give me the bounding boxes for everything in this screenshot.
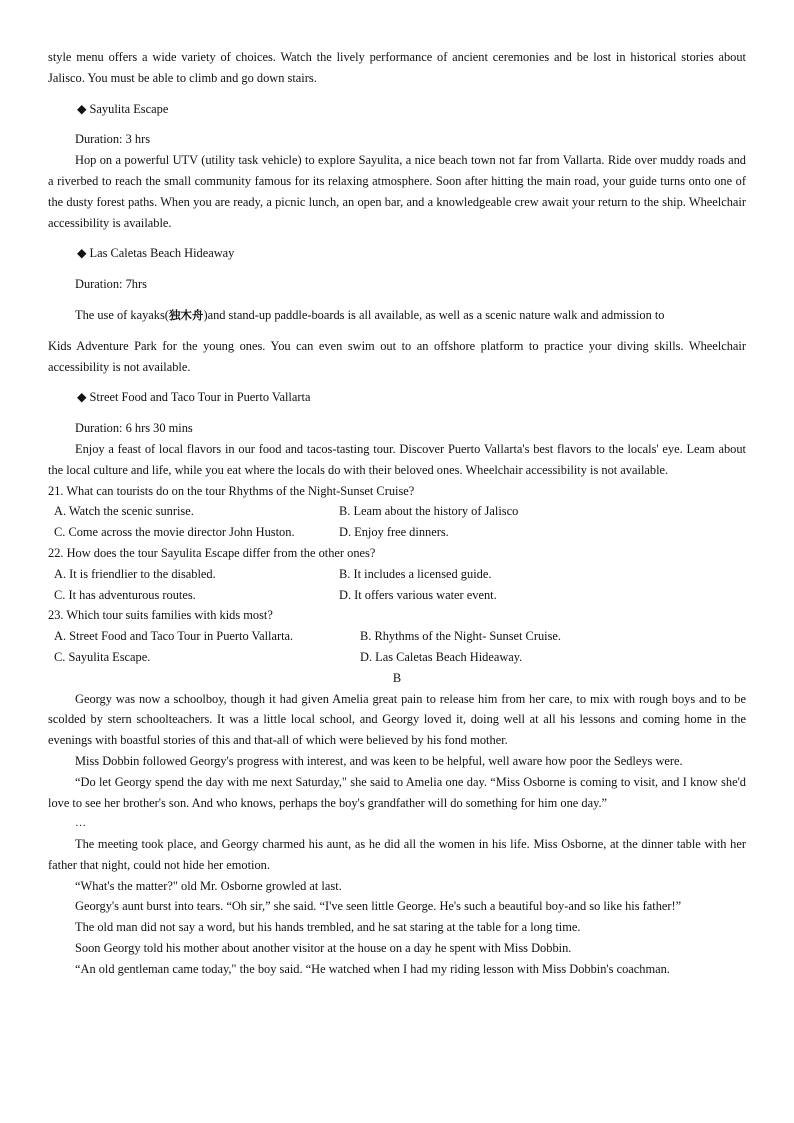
option-a: A. Street Food and Taco Tour in Puerto Vallarta. <box>54 629 294 644</box>
question-options <box>48 501 746 543</box>
description-text: )and stand-up paddle-boards is all available, as well as a scenic nature walk and admission to <box>203 307 665 322</box>
diamond-bullet-icon: ◆ <box>77 101 87 116</box>
option-d: D. It offers various water event. <box>339 587 497 602</box>
option-c: C. Sayulita Escape. <box>54 649 151 664</box>
tour-duration: Duration: 6 hrs 30 mins <box>75 421 193 436</box>
option-b: B. It includes a licensed guide. <box>339 566 492 581</box>
option-b: B. Leam about the history of Jalisco <box>339 504 519 519</box>
passage-paragraph: The old man did not say a word, but his hands trembled, and he sat staring at the table for a long time. <box>75 920 581 935</box>
option-b: B. Rhythms of the Night- Sunset Cruise. <box>360 629 562 644</box>
option-c: C. Come across the movie director John Huston. <box>54 525 295 540</box>
tour-name: Street Food and Taco Tour in Puerto Vallarta <box>89 390 311 405</box>
passage-paragraph: Georgy was now a schoolboy, though it had given Amelia great pain to release him from her care, to mix with rough boys and to be scolded by stern schoolteachers. It was a little local school, and Georgy loved it, doing well at all his lessons and coming home in the evenings with boastful stories of this and that-all of which were believed by his fond mother. <box>48 691 746 748</box>
passage-paragraph: “Do let Georgy spend the day with me next Saturday," she said to Amelia one day. “Miss Osborne is coming to visit, and I know she'd love to see her brother's son. And who knows, perhaps the boy's grandfather will do something for him one day.” <box>48 774 746 810</box>
option-a: A. It is friendlier to the disabled. <box>54 566 216 581</box>
passage-paragraph: “An old gentleman came today," the boy said. “He watched when I had my riding lesson with Miss Dobbin's coachman. <box>75 961 670 976</box>
chinese-annotation: 独木舟 <box>168 307 204 322</box>
tour-name: Sayulita Escape <box>89 101 169 116</box>
question-stem: 23. Which tour suits families with kids most? <box>48 608 273 623</box>
diamond-bullet-icon: ◆ <box>77 246 87 261</box>
passage-paragraph: Soon Georgy told his mother about another visitor at the house on a day he spent with Miss Dobbin. <box>75 941 572 956</box>
description-text: The use of kayaks( <box>75 307 169 322</box>
question-stem: 22. How does the tour Sayulita Escape differ from the other ones? <box>48 545 376 560</box>
tour-heading-street-food <box>48 387 746 408</box>
option-a: A. Watch the scenic sunrise. <box>54 504 194 519</box>
tour-duration: Duration: 7hrs <box>75 277 147 292</box>
passage-paragraph: Georgy's aunt burst into tears. “Oh sir,” she said. “I've seen little George. He's such a beautiful boy-and so like his father!” <box>75 899 682 914</box>
tour-name: Las Caletas Beach Hideaway <box>89 246 235 261</box>
passage-paragraph: The meeting took place, and Georgy charmed his aunt, as he did all the women in his life. Miss Osborne, at the dinner table with her father that night, could not hide her emotion. <box>48 837 746 872</box>
passage-paragraph: Miss Dobbin followed Georgy's progress with interest, and was keen to be helpful, well aware how poor the Sedleys were. <box>75 753 683 768</box>
document-page <box>48 47 746 980</box>
intro-continuation: style menu offers a wide variety of choices. Watch the lively performance of ancient ceremonies and be lost in historical stories about Jalisco. You must be able to climb and go down stairs. <box>48 50 746 85</box>
question-21 <box>48 481 746 543</box>
diamond-bullet-icon: ◆ <box>77 390 87 405</box>
option-d: D. Las Caletas Beach Hideaway. <box>360 649 523 664</box>
tour-description <box>48 305 746 326</box>
passage-paragraph: “What's the matter?" old Mr. Osborne growled at last. <box>75 878 342 893</box>
question-stem: 21. What can tourists do on the tour Rhythms of the Night-Sunset Cruise? <box>48 483 415 498</box>
option-c: C. It has adventurous routes. <box>54 587 196 602</box>
tour-description: Hop on a powerful UTV (utility task vehicle) to explore Sayulita, a nice beach town not far from Vallarta. Ride over muddy roads and a riverbed to reach the small community famous for its relaxing atmosphere. Soon after hitting the main road, your guide turns onto one of the dusty forest paths. When you are ready, a picnic lunch, an open bar, and a knowledgeable crew await your return to the ship. Wheelchair accessibility is available. <box>48 153 746 230</box>
tour-duration: Duration: 3 hrs <box>75 132 151 147</box>
option-d: D. Enjoy free dinners. <box>339 525 449 540</box>
tour-heading-las-caletas <box>48 243 746 264</box>
question-options <box>48 564 746 606</box>
tour-description: Enjoy a feast of local flavors in our food and tacos-tasting tour. Discover Puerto Vallarta's best flavors to the locals' eye. Leam about the local culture and life, while you eat where the locals do with their beloved ones. Wheelchair accessibility is not available. <box>48 441 746 477</box>
question-23 <box>48 605 746 667</box>
tour-description-continued: Kids Adventure Park for the young ones. You can even swim out to an offshore platform to practice your diving skills. Wheelchair accessibility is not available. <box>48 338 746 374</box>
passage-ellipsis: … <box>75 817 86 830</box>
question-options <box>48 626 746 668</box>
tour-heading-sayulita <box>48 99 746 120</box>
question-22 <box>48 543 746 605</box>
section-b-label: B <box>392 670 402 685</box>
